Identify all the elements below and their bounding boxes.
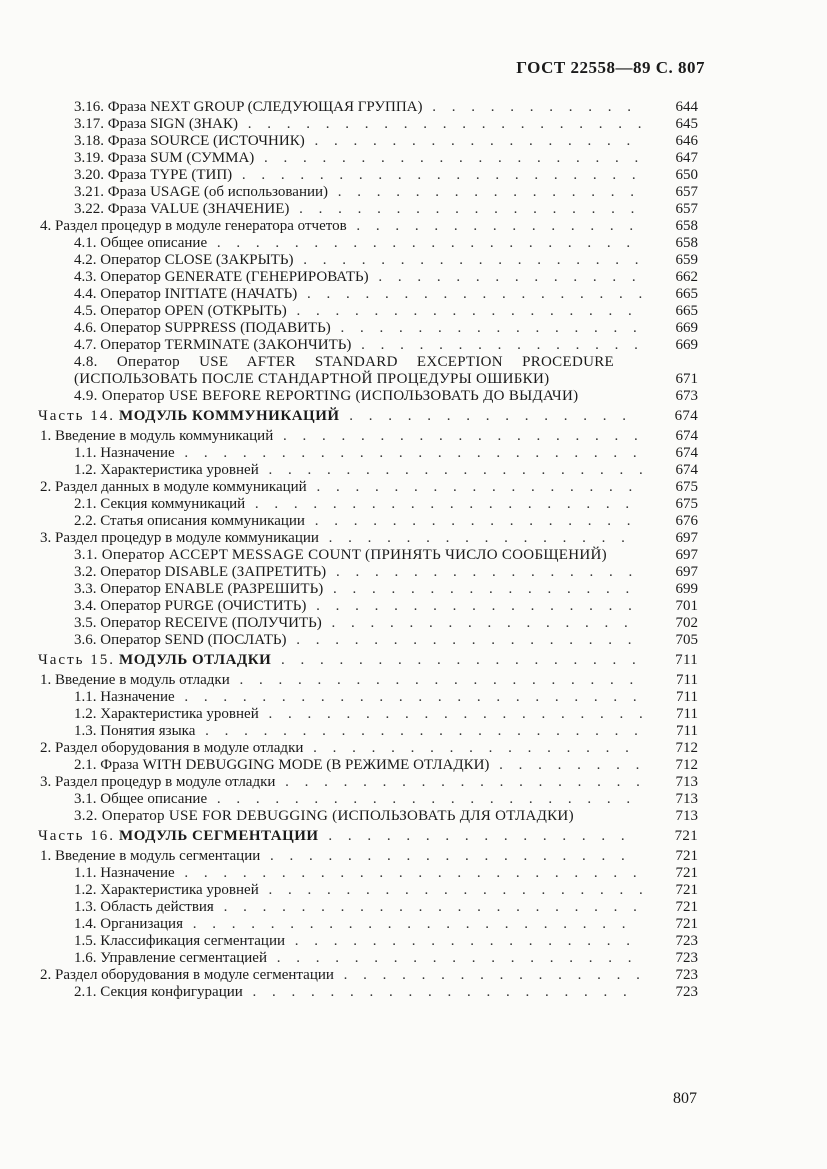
leader-dots: . . . . . . . . . . . . . . . . . . . . (254, 150, 645, 166)
toc-entry-title: 4.7. Оператор TERMINATE (ЗАКОНЧИТЬ) (74, 337, 352, 353)
toc-page-number: 662 (675, 269, 698, 285)
leader-dots: . . . . . . . . . . . . . . . . (318, 530, 631, 546)
leader-dots: . . . . . . . . . . . . . . . . . . . . . . . . (174, 445, 643, 461)
leader-dots: . . . . . . . . . . . . . . . . . . . (275, 774, 646, 790)
toc-entry-title: 3.17. Фраза SIGN (ЗНАК) (74, 116, 239, 132)
toc-entry-title: 1.3. Понятия языка (74, 723, 196, 739)
toc-page-number: 721 (675, 848, 698, 864)
toc-part-heading (38, 828, 698, 845)
toc-page-number: 674 (675, 428, 698, 444)
toc-page-number: 697 (675, 530, 698, 546)
toc-page-number: 665 (675, 303, 698, 319)
toc-entry-title: 1.1. Назначение (74, 445, 175, 461)
toc-entry-title: 3.21. Фраза USAGE (об использовании) (74, 184, 329, 200)
toc-entry-title: 4.6. Оператор SUPPRESS (ПОДАВИТЬ) (74, 320, 331, 336)
leader-dots: . . . . . . . . . . . . . . . . . . . . . (238, 116, 648, 132)
leader-dots: . . . . . . . . . . . . . . . . . . . . (258, 462, 649, 478)
toc-entry-title: 2. Раздел данных в модуле коммуникаций (40, 479, 307, 495)
toc-page-number: 657 (675, 201, 698, 217)
toc-entry-title: 1.2. Характеристика уровней (74, 462, 259, 478)
toc-page-number: 721 (675, 865, 698, 881)
leader-dots: . . . . . . . . . . . . . . . . . (304, 513, 637, 529)
toc-entry-title: 1.5. Классификация сегментации (74, 933, 286, 949)
toc-entry (38, 286, 698, 303)
toc-entry (38, 933, 698, 950)
toc-page-number: 658 (675, 235, 698, 251)
toc-entry-title: 2.1. Секция коммуникаций (74, 496, 246, 512)
leader-dots: . . . . . . . . . . . . . . . . . . . . (245, 496, 636, 512)
toc-entry-title: 3.22. Фраза VALUE (ЗНАЧЕНИЕ) (74, 201, 290, 217)
leader-dots: . . . . . . . . . . . . . . . (346, 218, 640, 234)
toc-page-number: 644 (675, 99, 698, 115)
leader-dots: . . . . . . . . . . . . . . . . . . (289, 201, 641, 217)
toc-entry-title: 4.9. Оператор USE BEFORE REPORTING (ИСПОЛЬЗОВАТЬ ДО ВЫДАЧИ) (74, 388, 579, 404)
toc-entry-title: 1. Введение в модуль коммуникаций (40, 428, 274, 444)
toc-entry (38, 530, 698, 547)
toc-entry (38, 950, 698, 967)
leader-dots: . . . . . . . . . . . . . . . . (326, 564, 639, 580)
toc-entry (38, 235, 698, 252)
toc-page-number: 647 (675, 150, 698, 166)
toc-page-number: 702 (675, 615, 698, 631)
toc-page-number: 699 (675, 581, 698, 597)
toc-page-number: 659 (675, 252, 698, 268)
toc-entry (38, 320, 698, 337)
toc-entry-title: 3.1. Оператор ACCEPT MESSAGE COUNT (ПРИНЯТЬ ЧИСЛО СООБЩЕНИЙ) (74, 547, 607, 563)
toc-entry (38, 632, 698, 649)
leader-dots: . . . . . . . . . . . . . . . . . . . . . . (207, 791, 637, 807)
toc-part-heading (38, 652, 698, 669)
toc-entry (38, 967, 698, 984)
leader-dots: . . . . . . . . . . . . . . . . . . . (260, 848, 631, 864)
toc-page-number: 721 (675, 899, 698, 915)
toc-page-number: 712 (675, 757, 698, 773)
leader-dots: . . . . . . . . . . . . . . (368, 269, 642, 285)
toc-entry-title: 1.1. Назначение (74, 865, 175, 881)
toc-entry (38, 848, 698, 865)
toc-page-number: 721 (675, 882, 698, 898)
toc-page-number: 712 (675, 740, 698, 756)
toc-page-number: 723 (675, 933, 698, 949)
toc-page-number: 674 (675, 445, 698, 461)
leader-dots: . . . . . . . . . . . . . . . . (321, 615, 634, 631)
toc-entry-title: 2.2. Статья описания коммуникации (74, 513, 305, 529)
leader-dots: . . . . . . . . . . . . . . . . . . . (267, 950, 638, 966)
leader-dots: . . . . . . . . . . . . . . . . . . . (273, 428, 644, 444)
leader-dots: . . . . . . . . . . . . . . . . . . . . . . (213, 899, 643, 915)
toc-page-number: 645 (675, 116, 698, 132)
part-title: МОДУЛЬ СЕГМЕНТАЦИИ (119, 828, 319, 844)
toc-page-number: 669 (675, 320, 698, 336)
toc-part-heading (38, 408, 698, 425)
toc-entry (38, 462, 698, 479)
toc-entry-title: 1.1. Назначение (74, 689, 175, 705)
leader-dots: . . . . . . . . . . . . . . . . . . . . . . . (182, 916, 632, 932)
toc-page-number: 697 (675, 547, 698, 563)
toc-entry (38, 133, 698, 150)
toc-page-number: 711 (676, 723, 698, 739)
toc-entry (38, 479, 698, 496)
toc-entry-title: 2.1. Секция конфигурации (74, 984, 243, 1000)
toc-entry-title: 1.3. Область действия (74, 899, 214, 915)
toc-entry-title: 2.1. Фраза WITH DEBUGGING MODE (В РЕЖИМЕ ОТЛАДКИ) (74, 757, 490, 773)
toc-entry (38, 689, 698, 706)
toc-page-number: 721 (675, 916, 698, 932)
leader-dots: . . . . . . . . . . . . . . . (351, 337, 644, 353)
toc-entry (38, 723, 698, 740)
toc-entry-title: 3. Раздел процедур в модуле коммуникации (40, 530, 319, 546)
toc-page-number: 697 (675, 564, 698, 580)
toc-entry (38, 167, 698, 184)
toc-entry (38, 337, 698, 354)
toc-entry-title: 2. Раздел оборудования в модуле отладки (40, 740, 304, 756)
toc-page-number: 713 (675, 808, 698, 824)
toc-page-number: 669 (675, 337, 698, 353)
leader-dots: . . . . . . . . . . . . . . . . (318, 828, 631, 844)
toc-entry (38, 184, 698, 201)
toc-entry (38, 252, 698, 269)
toc-page-number: 713 (675, 791, 698, 807)
toc-entry (38, 615, 698, 632)
toc-entry-title: 1. Введение в модуль сегментации (40, 848, 261, 864)
leader-dots: . . . . . . . . . . . . . . . . . . . . . (229, 672, 640, 688)
toc-page-number: 701 (675, 598, 698, 614)
toc-entry (38, 882, 698, 899)
toc-entry-title: 4.5. Оператор OPEN (ОТКРЫТЬ) (74, 303, 287, 319)
toc-page-number: 723 (675, 950, 698, 966)
toc-page-number: 675 (675, 496, 698, 512)
toc-entry-title: 4.2. Оператор CLOSE (ЗАКРЫТЬ) (74, 252, 294, 268)
running-header: ГОСТ 22558—89 С. 807 (516, 58, 705, 77)
toc-entry-title: 1.4. Организация (74, 916, 183, 932)
toc-entry (38, 354, 698, 388)
part-label: Часть 14. (38, 408, 115, 424)
toc-entry-title: 3.3. Оператор ENABLE (РАЗРЕШИТЬ) (74, 581, 324, 597)
leader-dots: . . . . . . . . (489, 757, 646, 773)
toc-entry-title: 3.2. Оператор USE FOR DEBUGGING (ИСПОЛЬЗОВАТЬ ДЛЯ ОТЛАДКИ) (74, 808, 574, 824)
leader-dots: . . . . . . . . . . . . . . . . . . . . . . (207, 235, 637, 251)
toc-page-number: 650 (675, 167, 698, 183)
toc-entry (38, 428, 698, 445)
toc-entry (38, 598, 698, 615)
toc-entry (38, 774, 698, 791)
part-title: МОДУЛЬ КОММУНИКАЦИЙ (119, 408, 340, 424)
toc-entry-title: 3.19. Фраза SUM (СУММА) (74, 150, 255, 166)
toc-page-number: 676 (675, 513, 698, 529)
part-title: МОДУЛЬ ОТЛАДКИ (119, 652, 272, 668)
leader-dots: . . . . . . . . . . . . . . . . . . . . . . . . (174, 689, 643, 705)
toc-entry (38, 218, 698, 235)
toc-entry (38, 116, 698, 133)
leader-dots: . . . . . . . . . . . . . . . . . . . (271, 652, 642, 668)
leader-dots: . . . . . . . . . . . . . . . . . . . . . . . (195, 723, 644, 739)
toc-entry (38, 547, 698, 564)
toc-entry (38, 513, 698, 530)
toc-entry-title: 4.8. Оператор USE AFTER STANDARD EXCEPTION PROCEDURE (ИСПОЛЬЗОВАТЬ ПОСЛЕ СТАНДАРТНОЙ ПРОЦЕДУРЫ ОШИБКИ) (74, 354, 614, 387)
toc-entry-title: 3.16. Фраза NEXT GROUP (СЛЕДУЮЩАЯ ГРУППА) (74, 99, 423, 115)
toc-entry (38, 99, 698, 116)
leader-dots: . . . . . . . . . . . . . . . . . . (286, 632, 638, 648)
toc-entry (38, 445, 698, 462)
toc-entry (38, 740, 698, 757)
toc-page-number: 657 (675, 184, 698, 200)
toc-entry-title: 4.3. Оператор GENERATE (ГЕНЕРИРОВАТЬ) (74, 269, 369, 285)
toc-entry-title: 3.20. Фраза TYPE (ТИП) (74, 167, 233, 183)
leader-dots: . . . . . . . . . . . . . . . . . . (285, 933, 637, 949)
leader-dots: . . . . . . . . . . . . . . . . (323, 581, 636, 597)
toc-entry-title: 1. Введение в модуль отладки (40, 672, 230, 688)
toc-entry-title: 3.18. Фраза SOURCE (ИСТОЧНИК) (74, 133, 305, 149)
toc-page-number: 671 (675, 371, 698, 387)
toc-entry (38, 808, 698, 825)
toc-page-number: 723 (675, 984, 698, 1000)
toc-page-number: 665 (675, 286, 698, 302)
toc-page-number: 673 (675, 388, 698, 404)
toc-entry-title: 3.6. Оператор SEND (ПОСЛАТЬ) (74, 632, 287, 648)
toc-page-number: 674 (675, 462, 698, 478)
leader-dots: . . . . . . . . . . . . . . . . . . . . (258, 882, 649, 898)
leader-dots: . . . . . . . . . . . . . . . . . . . . . . . . (174, 865, 643, 881)
toc-entry-title: 1.6. Управление сегментацией (74, 950, 267, 966)
toc-entry (38, 916, 698, 933)
leader-dots: . . . . . . . . . . . . . . . . . (306, 479, 639, 495)
toc-entry (38, 269, 698, 286)
toc-entry (38, 672, 698, 689)
toc-page-number: 713 (675, 774, 698, 790)
toc-entry (38, 865, 698, 882)
toc-page-number: 721 (674, 828, 698, 844)
toc-entry (38, 388, 698, 405)
part-label: Часть 16. (38, 828, 115, 844)
leader-dots: . . . . . . . . . . . . . . . . . . (293, 252, 645, 268)
leader-dots: . . . . . . . . . . . . . . . . . (306, 598, 638, 614)
toc-page-number: 705 (675, 632, 698, 648)
leader-dots: . . . . . . . . . . . . . . . . (328, 184, 641, 200)
toc-entry-title: 3.4. Оператор PURGE (ОЧИСТИТЬ) (74, 598, 307, 614)
leader-dots: . . . . . . . . . . . . . . . . . . (286, 303, 638, 319)
toc-entry-title: 2. Раздел оборудования в модуле сегментации (40, 967, 334, 983)
toc-entry-title: 1.2. Характеристика уровней (74, 706, 259, 722)
toc-entry (38, 791, 698, 808)
toc-page-number: 658 (675, 218, 698, 234)
leader-dots: . . . . . . . . . . . . . . . . (330, 320, 643, 336)
part-label: Часть 15. (38, 652, 115, 668)
toc-entry (38, 303, 698, 320)
table-of-contents (38, 99, 698, 1001)
toc-entry (38, 984, 698, 1001)
toc-entry (38, 150, 698, 167)
toc-page-number: 711 (676, 706, 698, 722)
leader-dots: . . . . . . . . . . . . . . . . (333, 967, 646, 983)
leader-dots: . . . . . . . . . . . . . . . . . . . . (242, 984, 633, 1000)
toc-entry-title: 1.2. Характеристика уровней (74, 882, 259, 898)
toc-page-number: 674 (674, 408, 698, 424)
leader-dots: . . . . . . . . . . . . . . . (339, 408, 633, 424)
toc-entry (38, 201, 698, 218)
page-number: 807 (673, 1090, 697, 1107)
leader-dots: . . . . . . . . . . . . . . . . . (303, 740, 635, 756)
toc-entry (38, 496, 698, 513)
toc-entry (38, 581, 698, 598)
toc-entry-title: 3.5. Оператор RECEIVE (ПОЛУЧИТЬ) (74, 615, 322, 631)
toc-entry-title: 3.2. Оператор DISABLE (ЗАПРЕТИТЬ) (74, 564, 327, 580)
toc-page-number: 675 (675, 479, 698, 495)
leader-dots: . . . . . . . . . . . . . . . . . . (297, 286, 649, 302)
toc-page-number: 711 (676, 672, 698, 688)
toc-entry-title: 4.1. Общее описание (74, 235, 208, 251)
toc-entry-title: 4.4. Оператор INITIATE (НАЧАТЬ) (74, 286, 298, 302)
leader-dots: . . . . . . . . . . . . . . . . . . . . (258, 706, 649, 722)
toc-entry (38, 757, 698, 774)
toc-entry-title: 4. Раздел процедур в модуле генератора отчетов (40, 218, 347, 234)
leader-dots: . . . . . . . . . . . . . . . . . (304, 133, 637, 149)
toc-entry (38, 706, 698, 723)
toc-page-number: 711 (675, 652, 698, 668)
toc-page-number: 723 (675, 967, 698, 983)
toc-entry-title: 3. Раздел процедур в модуле отладки (40, 774, 276, 790)
toc-entry-title: 3.1. Общее описание (74, 791, 208, 807)
toc-entry (38, 564, 698, 581)
toc-entry (38, 899, 698, 916)
toc-page-number: 646 (675, 133, 698, 149)
leader-dots: . . . . . . . . . . . . . . . . . . . . . (232, 167, 642, 183)
leader-dots: . . . . . . . . . . . (422, 99, 637, 115)
toc-page-number: 711 (676, 689, 698, 705)
